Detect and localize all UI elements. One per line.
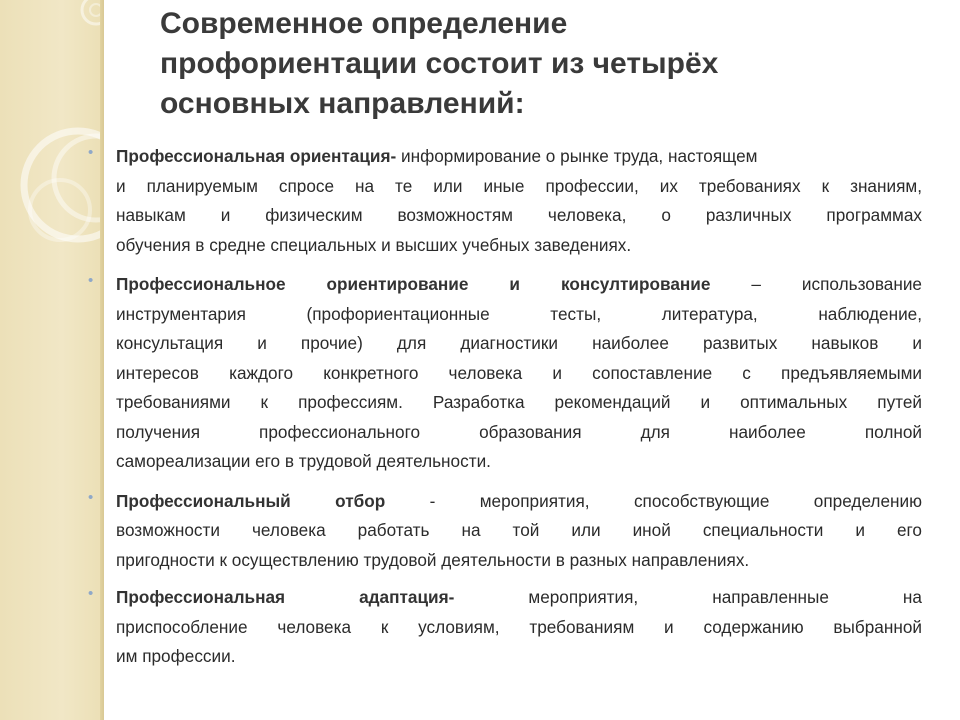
item-line: получения профессионального образования для наиболее полной — [116, 421, 922, 442]
item-line — [116, 142, 922, 172]
item-line: самореализации его в трудовой деятельности. — [116, 451, 491, 471]
bullet-icon: • — [88, 272, 94, 289]
bullet-icon: • — [88, 144, 94, 161]
list-item — [84, 583, 922, 672]
item-term: Профессиональная адаптация- — [116, 587, 455, 607]
bullet-list — [84, 142, 922, 672]
bullet-icon: • — [88, 585, 94, 602]
item-line: инструментария (профориентационные тесты, литература, наблюдение, — [116, 303, 922, 324]
item-line: интересов каждого конкретного человека и сопоставление с предъявляемыми — [116, 362, 922, 383]
item-line: требованиями к профессиям. Разработка рекомендаций и оптимальных путей — [116, 392, 922, 412]
item-line: и планируемым спросе на те или иные профессии, их требованиях к знаниям, — [116, 175, 922, 196]
item-term: Профессиональное ориентирование и консултирование — [116, 274, 711, 294]
item-line: возможности человека работать на той или иной специальности и его — [116, 520, 922, 540]
title-line-1: Современное определение — [160, 7, 568, 40]
item-line — [116, 487, 922, 517]
item-line — [116, 270, 922, 300]
title-line-3: основных направлений: — [160, 87, 525, 120]
list-item — [84, 270, 922, 477]
item-term: Профессиональный отбор — [116, 490, 386, 511]
list-item — [84, 487, 922, 576]
slide-title — [160, 4, 920, 124]
item-line: обучения в средне специальных и высших учебных заведениях. — [116, 234, 632, 255]
item-line: пригодности к осуществлению трудовой деятельности в разных направлениях. — [116, 549, 750, 570]
title-line-2: профориентации состоит из четырёх — [160, 47, 719, 80]
item-line: консультация и прочие) для диагностики наиболее развитых навыков и — [116, 333, 922, 353]
item-text: мероприятия, направленные на — [454, 587, 922, 607]
list-item — [84, 142, 922, 260]
item-line: им профессии. — [116, 646, 236, 666]
item-text: - мероприятия, способствующие определению — [385, 490, 922, 511]
item-text: – использование — [710, 274, 922, 294]
item-line: приспособление человека к условиям, требованиям и содержанию выбранной — [116, 616, 922, 637]
bullet-icon: • — [88, 488, 94, 506]
item-text: информирование о рынке труда, настоящем — [396, 146, 758, 166]
item-term: Профессиональная ориентация- — [116, 146, 397, 166]
item-line: навыкам и физическим возможностям человека, о различных программах — [116, 205, 922, 225]
item-line — [116, 583, 922, 613]
